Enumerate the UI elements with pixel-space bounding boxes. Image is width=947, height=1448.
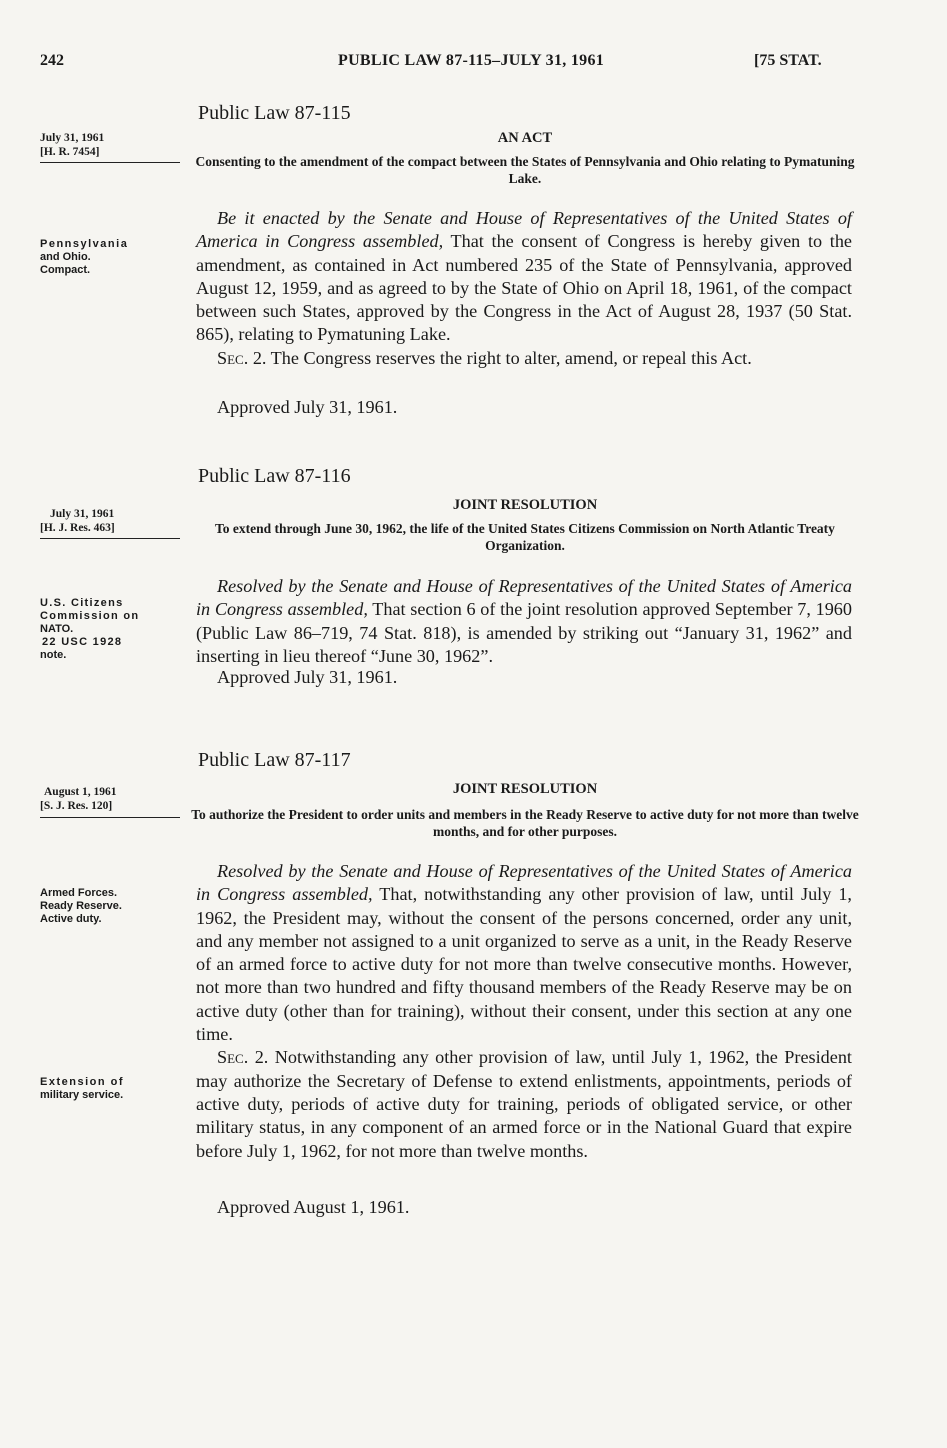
paragraph-text: That, notwithstanding any other provision of law, until July 1, 1962, the President may, without the consent of the persons concerned, order any unit, and any member not assigned to a unit organized to serve as a unit, in the Ready Reserve of an armed force to active duty for not more than twelve consecutive months. However, not more than two hundred and fifty thousand members of the Ready Reserve may be on active duty (other than for training), without their consent, under this section at any one time. [196,884,852,1045]
approved-line: Approved July 31, 1961. [217,397,398,417]
section-2-paragraph [196,347,852,370]
public-law-87-115-title: Public Law 87-115 [198,102,351,124]
running-head: PUBLIC LAW 87-115–JULY 31, 1961 [338,52,605,69]
margin-note-line: Active duty. [40,913,102,925]
law-87-117-subtitle: To authorize the President to order units and members in the Ready Reserve to active duty for not more than twelve months, and for other purposes. [191,807,859,839]
margin-note-line: Commission on [40,610,140,622]
law-87-115-body [196,207,852,370]
paragraph-text: The Congress reserves the right to alter, amend, or repeal this Act. [266,347,752,368]
paragraph-text: That the consent of Congress is hereby given to the amendment, as contained in Act numbered 235 of the State of Pennsylvania, approved August 12, 1959, and as agreed to by the State of Ohio on April 18, 1961, of the compact between such States, approved by the Congress in the Act of August 28, 1937 (50 Stat. 865), relating to Pymatuning Lake. [196,231,852,345]
law-87-117-body [196,860,852,1163]
paragraph-text: Notwithstanding any other provision of law, until July 1, 1962, the President may authorize the Secretary of Defense to extend enlistments, appointments, periods of active duty, periods of active duty for training, periods of obligated service, or other military status, in any component of an armed force or in the National Guard that expire before July 1, 1962, for not more than twelve months. [196,1047,852,1161]
margin-note-line: note. [40,649,67,661]
margin-note-line: Extension of [40,1076,125,1088]
public-law-87-116-title: Public Law 87-116 [198,465,351,487]
margin-note-line: U.S. Citizens [40,597,124,609]
law-date: August 1, 1961 [44,786,117,798]
margin-note-line: military service. [40,1089,124,1101]
section-2-paragraph [196,1046,852,1162]
public-law-87-117-title: Public Law 87-117 [198,749,351,771]
margin-note-line: NATO. [40,623,74,635]
margin-note-line: Compact. [40,264,91,276]
divider [40,817,180,818]
section-label: Sec. 2. [217,1047,269,1068]
law-87-116-date-block [40,507,180,535]
bill-number: [S. J. Res. 120] [40,800,113,812]
divider [40,538,180,539]
margin-note-extension [40,1076,190,1102]
enacting-clause: Be it enacted by the Senate and House of Representatives of the United States of America in Congress assembled, [196,208,852,252]
law-date: July 31, 1961 [50,508,115,520]
joint-resolution-label: JOINT RESOLUTION [452,497,598,513]
volume-reference: [75 STAT. [754,52,822,69]
law-87-116-body [196,575,852,668]
margin-note-line: Armed Forces. [40,887,118,899]
resolving-clause: Resolved by the Senate and House of Representatives of the United States of America in Congress assembled, [196,861,852,905]
page-number: 242 [40,52,64,69]
margin-note-line: Ready Reserve. [40,900,122,912]
law-date: July 31, 1961 [40,132,105,144]
law-87-116-subtitle: To extend through June 30, 1962, the life of the United States Citizens Commission on North Atlantic Treaty Organization. [215,521,835,553]
margin-note-line: and Ohio. [40,251,91,263]
enacting-paragraph [196,207,852,347]
act-label: AN ACT [497,130,553,146]
divider [40,162,180,163]
law-87-115-subtitle: Consenting to the amendment of the compact between the States of Pennsylvania and Ohio relating to Pymatuning Lake. [195,154,855,186]
law-87-117-date-block [40,785,180,813]
resolving-paragraph [196,575,852,668]
resolving-clause: Resolved by the Senate and House of Representatives of the United States of America in Congress assembled, [196,576,852,620]
law-87-115-date-block [40,131,180,159]
margin-note-pennsylvania-ohio [40,238,190,277]
paragraph-text: That section 6 of the joint resolution approved September 7, 1960 (Public Law 86–719, 74 Stat. 818), is amended by striking out “January 31, 1962” and inserting in lieu thereof “June 30, 1962”. [196,599,852,666]
resolving-paragraph [196,860,852,1046]
joint-resolution-label: JOINT RESOLUTION [452,781,598,797]
margin-note-armed-forces [40,887,190,926]
approved-line: Approved August 1, 1961. [217,1197,410,1217]
bill-number: [H. J. Res. 463] [40,522,115,534]
approved-line: Approved July 31, 1961. [217,667,398,687]
margin-note-nato [40,597,190,662]
section-label: Sec. 2. [217,347,267,368]
margin-note-line: 22 USC 1928 [42,636,123,648]
bill-number: [H. R. 7454] [40,146,100,158]
margin-note-line: Pennsylvania [40,238,129,250]
